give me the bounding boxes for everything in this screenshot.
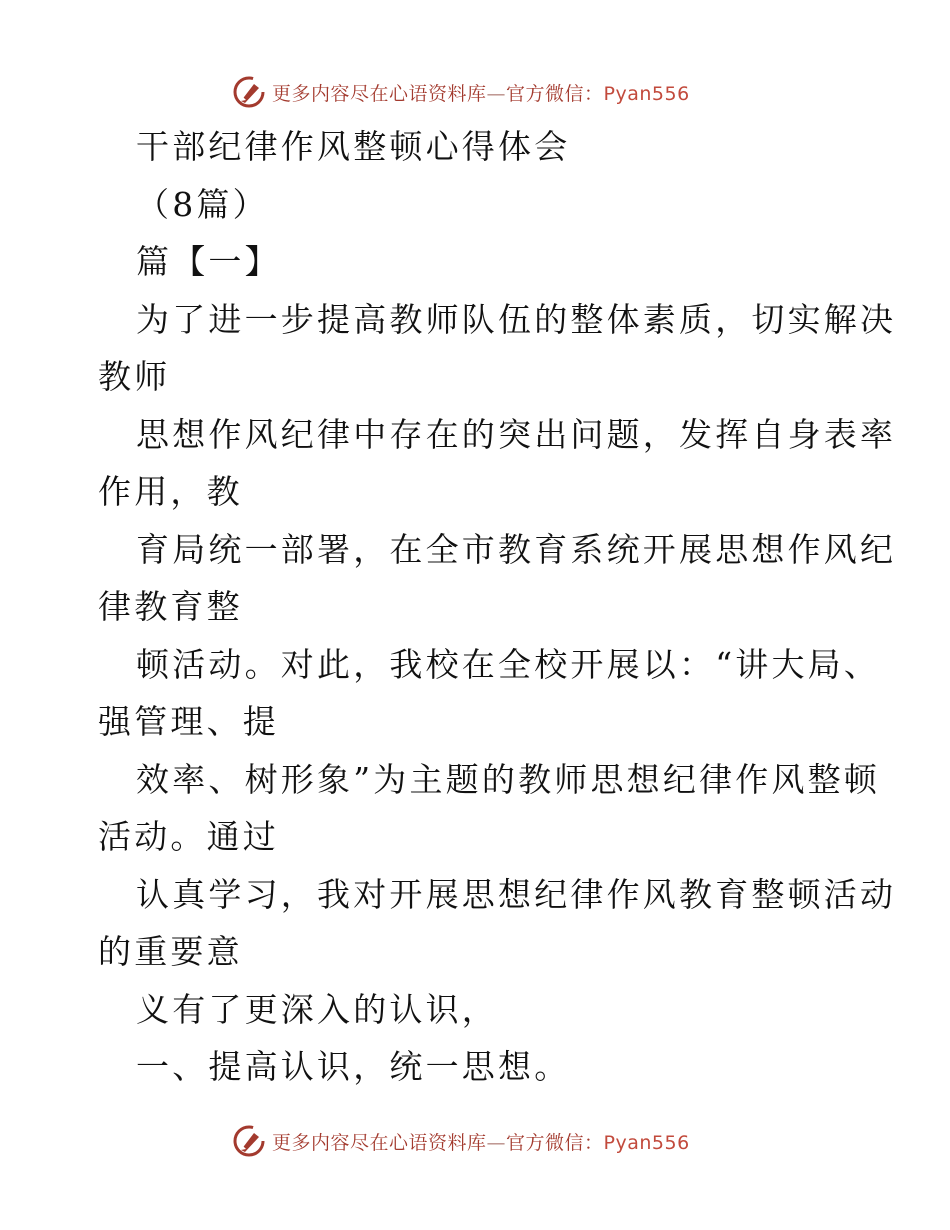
footer-watermark: [232, 1121, 690, 1161]
text-line: 育局统一部署，在全市教育系统开展思想作风纪: [136, 529, 897, 569]
text-line: 义有了更深入的认识，: [136, 989, 498, 1029]
text-line: 顿活动。对此，我校在全校开展以：“讲大局、: [136, 644, 881, 684]
watermark-text: 更多内容尽在心语资料库—官方微信：Pyan556: [272, 1131, 690, 1154]
text-line: 认真学习，我对开展思想纪律作风教育整顿活动: [136, 874, 897, 914]
text-line: 思想作风纪律中存在的突出问题，发挥自身表率: [136, 414, 897, 454]
text-line: 的重要意: [98, 932, 243, 971]
text-line: 作用，教: [98, 472, 243, 511]
watermark-text: 更多内容尽在心语资料库—官方微信：Pyan556: [272, 82, 690, 105]
pen-nib-circle-icon: [232, 75, 266, 109]
header-watermark: [232, 72, 690, 112]
text-line: 篇【一】: [136, 242, 281, 281]
text-line: 律教育整: [98, 587, 243, 626]
document-body: [98, 118, 897, 1096]
pen-nib-circle-icon: [232, 1124, 266, 1158]
document-title: 干部纪律作风整顿心得体会: [136, 127, 571, 166]
text-line: 教师: [98, 357, 171, 396]
text-line: 活动。通过: [98, 817, 279, 856]
text-line: 强管理、提: [98, 702, 279, 741]
text-line: 一、提高认识，统一思想。: [136, 1047, 571, 1086]
text-line: （8篇）: [136, 184, 269, 224]
text-line: 为了进一步提高教师队伍的整体素质，切实解决: [136, 299, 897, 339]
text-line: 效率、树形象”为主题的教师思想纪律作风整顿: [136, 759, 881, 799]
